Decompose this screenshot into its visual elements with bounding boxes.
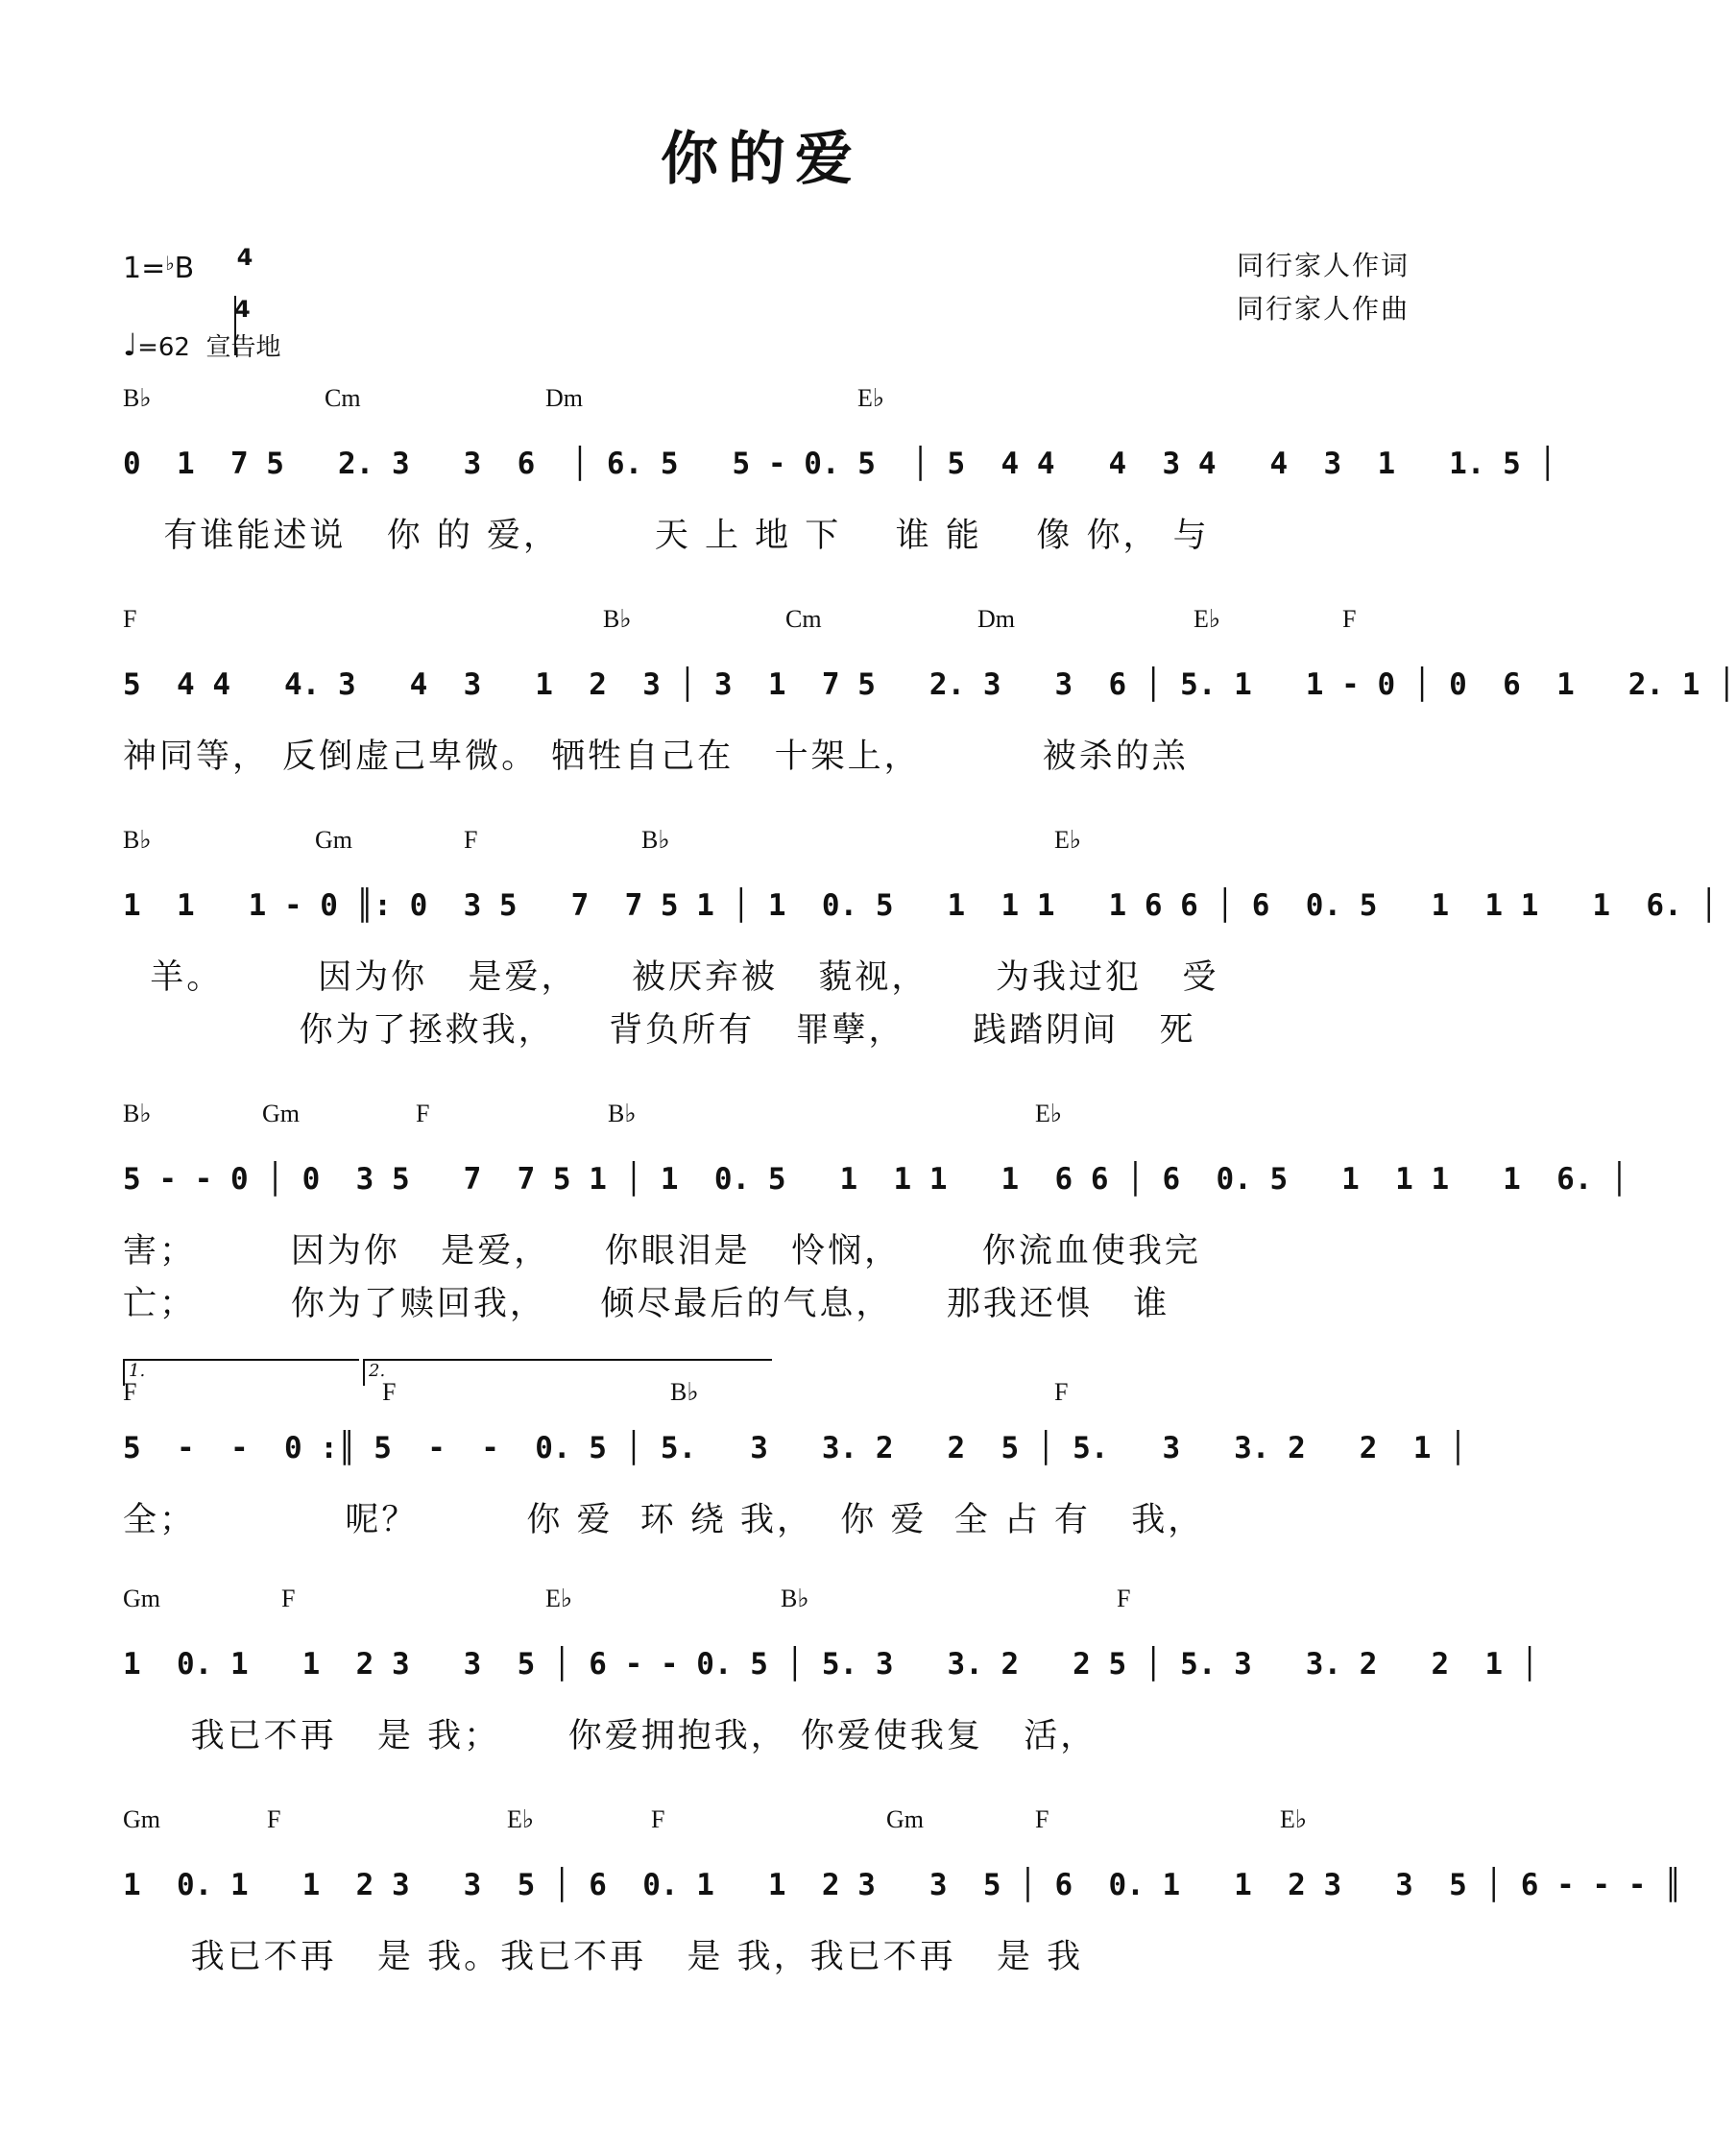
chord-line: [123, 1368, 1425, 1407]
staff-system-3: [123, 826, 1719, 1056]
lyricist-credit: 同行家人作词: [1236, 250, 1410, 281]
lyric-line-1: 羊。 因为你 是爱， 被厌弃被 藐视， 为我过犯 受: [123, 958, 1219, 997]
chord-symbol: B♭: [608, 1100, 637, 1127]
chord-line: [123, 605, 1425, 643]
chord-symbol: B♭: [123, 826, 152, 854]
chord-symbol: F: [123, 605, 137, 633]
lyric-line-1: 害； 因为你 是爱， 你眼泪是 怜悯， 你流血使我完: [123, 1232, 1201, 1271]
chord-symbol: B♭: [603, 605, 632, 633]
notation-line: 1 1 1 - 0 ║: 0 3 5 7 7 5 1 │ 1 0. 5 1 1 1 1 6 6 │ 6 0. 5 1 1 1 1 6. │: [123, 888, 1719, 923]
meter-bottom: 4: [234, 296, 236, 355]
chord-symbol: F: [382, 1378, 397, 1406]
chord-line: [123, 1805, 1425, 1844]
lyric-line-1: 我已不再 是 我； 你爱拥抱我， 你爱使我复 活，: [123, 1717, 1097, 1755]
meter-top: 4: [236, 244, 253, 271]
tempo-value: =62: [137, 333, 190, 362]
chord-symbol: Gm: [315, 826, 352, 854]
chord-symbol: Dm: [977, 605, 1015, 633]
chord-symbol: Gm: [262, 1100, 300, 1127]
tempo-marking: [123, 327, 281, 363]
key-signature: [123, 252, 194, 285]
chord-symbol: E♭: [1035, 1100, 1063, 1127]
chord-symbol: F: [281, 1585, 296, 1612]
notation-line: 5 - - 0 │ 0 3 5 7 7 5 1 │ 1 0. 5 1 1 1 1 6 6 │ 6 0. 5 1 1 1 1 6. │: [123, 1162, 1628, 1197]
chord-symbol: E♭: [1280, 1805, 1308, 1833]
staff-system-7: [123, 1805, 1682, 1997]
chord-symbol: F: [123, 1378, 137, 1406]
time-signature: [234, 244, 255, 323]
chord-symbol: Gm: [886, 1805, 924, 1833]
song-title: 你的爱: [661, 126, 862, 193]
chord-symbol: B♭: [123, 1100, 152, 1127]
chord-line: [123, 826, 1425, 864]
chord-symbol: Gm: [123, 1585, 160, 1612]
staff-system-6: [123, 1585, 1539, 1777]
chord-symbol: Cm: [325, 384, 361, 412]
lyric-line-2: 亡； 你为了赎回我， 倾尽最后的气息， 那我还惧 谁: [123, 1285, 1170, 1323]
chord-symbol: E♭: [545, 1585, 573, 1612]
lyric-line-1: 有谁能述说 你 的 爱， 天 上 地 下 谁 能 像 你， 与: [123, 517, 1210, 555]
chord-symbol: F: [416, 1100, 430, 1127]
chord-symbol: E♭: [507, 1805, 535, 1833]
chord-symbol: F: [1117, 1585, 1131, 1612]
key-prefix: 1=: [123, 252, 166, 285]
lyric-line-1: 我已不再 是 我。我已不再 是 我，我已不再 是 我: [123, 1938, 1084, 1976]
tempo-mood: 宣告地: [205, 333, 281, 362]
chord-symbol: Cm: [785, 605, 822, 633]
volta-label: 2.: [369, 1361, 386, 1381]
chord-symbol: B♭: [781, 1585, 809, 1612]
flat-icon: ♭: [165, 252, 175, 275]
notation-line: 5 4 4 4. 3 4 3 1 2 3 │ 3 1 7 5 2. 3 3 6 │ 5. 1 1 - 0 │ 0 6 1 2. 1 │: [123, 667, 1736, 702]
notation-line: 1 0. 1 1 2 3 3 5 │ 6 - - 0. 5 │ 5. 3 3. 2 2 5 │ 5. 3 3. 2 2 1 │: [123, 1647, 1539, 1682]
staff-system-4: [123, 1100, 1628, 1330]
notation-line: 1 0. 1 1 2 3 3 5 │ 6 0. 1 1 2 3 3 5 │ 6 0. 1 1 2 3 3 5 │ 6 - - - ║: [123, 1868, 1682, 1902]
chord-symbol: E♭: [1194, 605, 1221, 633]
composer-credit: 同行家人作曲: [1236, 293, 1410, 325]
chord-symbol: E♭: [1054, 826, 1082, 854]
chord-symbol: Gm: [123, 1805, 160, 1833]
chord-symbol: B♭: [670, 1378, 699, 1406]
chord-line: [123, 1100, 1425, 1138]
chord-line: [123, 384, 1425, 423]
chord-line: [123, 1585, 1425, 1623]
lyric-line-2: 你为了拯救我， 背负所有 罪孽， 践踏阴间 死: [123, 1011, 1196, 1050]
chord-symbol: F: [1054, 1378, 1069, 1406]
staff-system-1: [123, 384, 1557, 576]
chord-symbol: F: [464, 826, 478, 854]
chord-symbol: F: [1342, 605, 1357, 633]
chord-symbol: B♭: [641, 826, 670, 854]
quarter-note-icon: ♩: [123, 327, 138, 363]
volta-label: 1.: [129, 1361, 146, 1381]
chord-symbol: Dm: [545, 384, 583, 412]
staff-system-5: [123, 1361, 1467, 1561]
chord-symbol: F: [1035, 1805, 1049, 1833]
chord-symbol: E♭: [857, 384, 885, 412]
lyric-line-1: 全； 呢？ 你 爱 环 绕 我， 你 爱 全 占 有 我，: [123, 1501, 1205, 1539]
chord-symbol: F: [267, 1805, 281, 1833]
staff-system-2: [123, 605, 1736, 797]
key-note: B: [174, 252, 195, 285]
notation-line: 0 1 7 5 2. 3 3 6 │ 6. 5 5 - 0. 5 │ 5 4 4 4 3 4 4 3 1 1. 5 │: [123, 447, 1557, 481]
chord-symbol: F: [651, 1805, 665, 1833]
lyric-line-1: 神同等， 反倒虚己卑微。 牺牲自己在 十架上， 被杀的羔: [123, 738, 1189, 776]
notation-line: 5 - - 0 :║ 5 - - 0. 5 │ 5. 3 3. 2 2 5 │ 5. 3 3. 2 2 1 │: [123, 1431, 1467, 1465]
chord-symbol: B♭: [123, 384, 152, 412]
